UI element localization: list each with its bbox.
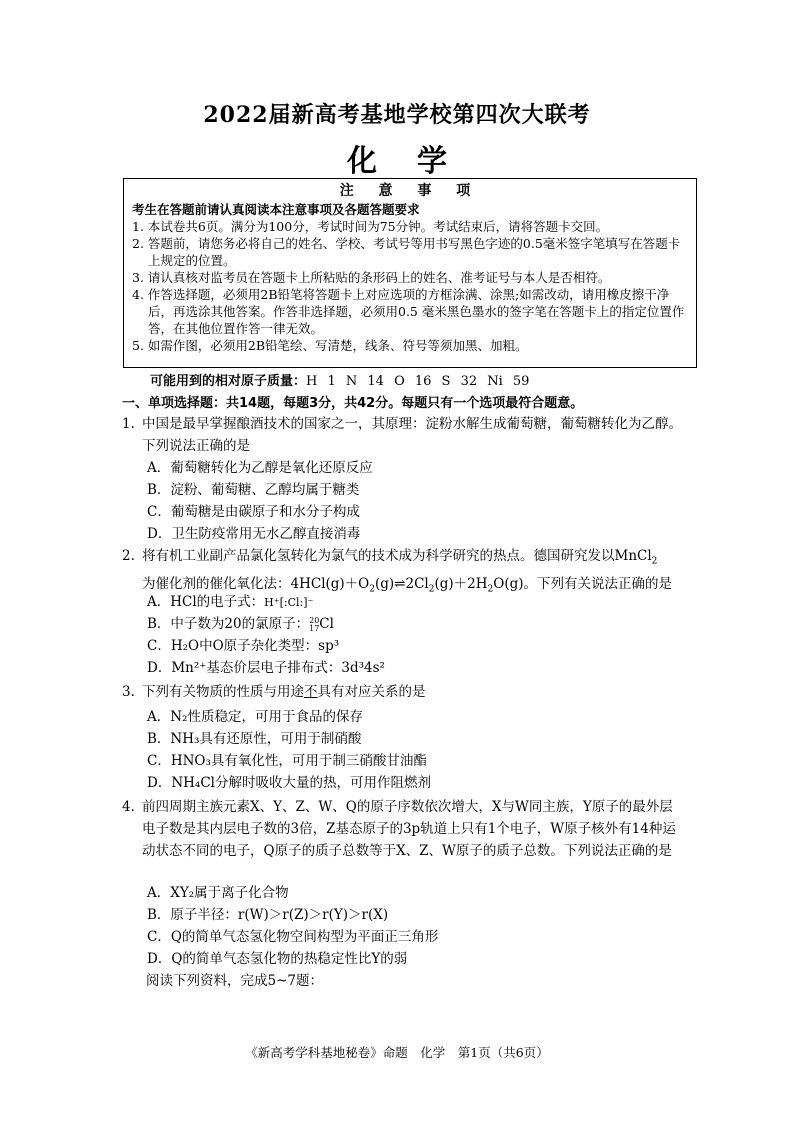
reading-instruction: 阅读下列资料，完成5~7题：: [146, 973, 323, 989]
exam-title: 2022届新高考基地学校第四次大联考: [203, 102, 591, 128]
question-1: [122, 413, 682, 457]
option-a: A．葡萄糖转化为乙醇是氧化还原反应: [147, 460, 373, 476]
question-3: [122, 681, 682, 703]
notice-item: 3. 请认真核对监考员在答题卡上所粘贴的条形码上的姓名、准考证号与本人是否相符。: [132, 270, 611, 285]
option-a: A．XY₂属于离子化合物: [147, 885, 289, 901]
question-number: 3.: [122, 684, 135, 700]
option-c: C．葡萄糖是由碳原子和水分子构成: [147, 504, 360, 520]
option-d: D．NH₄Cl分解时吸收大量的热，可用作阻燃剂: [147, 775, 431, 791]
option-b: B．淀粉、葡萄糖、乙醇均属于糖类: [147, 482, 360, 498]
notice-heading: 注 意 事 项: [339, 183, 481, 199]
notice-item: 5. 如需作图，必须用2B铅笔绘、写清楚，线条、符号等须加黑、加粗。: [132, 338, 528, 353]
question-stem: 下列有关物质的性质与用途不具有对应关系的是: [142, 684, 426, 700]
notice-box: [123, 178, 697, 368]
option-c: C．HNO₃具有氧化性，可用于制三硝酸甘油酯: [147, 753, 427, 769]
question-number: 4.: [122, 799, 135, 815]
question-stem: 中国是最早掌握酿酒技术的国家之一，其原理：淀粉水解生成葡萄糖，葡萄糖转化为乙醇。下列说法正确的是: [142, 416, 682, 454]
section-heading: 一、单项选择题：共14题，每题3分，共42分。每题只有一个选项最符合题意。: [122, 396, 584, 411]
question-stem: 将有机工业副产品氯化氢转化为氯气的技术成为科学研究的热点。德国研究发以MnCl$_2$ 为催化剂的催化氧化法：$4HCl(g)+O_2(g)\rightleftharpoons 2Cl_2(g)+2H_2O(g)$。下列有关说法正确的是: [142, 548, 672, 595]
option-d: D．Mn²⁺基态价层电子排布式：3d³4s²: [147, 660, 385, 676]
notice-lead: 考生在答题前请认真阅读本注意事项及各题答题要求: [132, 202, 420, 217]
question-stem: 前四周期主族元素X、Y、Z、W、Q的原子序数依次增大，X与W同主族，Y原子的最外层电子数是其内层电子数的3倍，Z基态原子的3p轨道上只有1个电子，W原子核外有14种运动状态不同的电子，Q原子的质子总数等于X、Z、W原子的质子总数。下列说法正确的是: [142, 799, 676, 859]
atomic-masses-label: 可能用到的相对原子质量：: [150, 374, 307, 389]
atomic-masses: [150, 370, 529, 389]
option-b: B．NH₃具有还原性，可用于制硝酸: [147, 731, 362, 747]
option-a: A．HCl的电子式：H⁺[:Cl:]⁻: [147, 594, 314, 610]
question-4: [122, 796, 682, 862]
atomic-masses-values: H 1 N 14 O 16 S 32 Ni 59: [306, 374, 530, 389]
option-c: C．H₂O中O原子杂化类型：sp³: [147, 638, 340, 654]
option-d: D．卫生防疫常用无水乙醇直接消毒: [147, 526, 361, 542]
question-number: 2.: [122, 548, 135, 564]
option-c: C．Q的简单气态氢化物空间构型为平面正三角形: [147, 929, 439, 945]
option-d: D．Q的简单气态氢化物的热稳定性比Y的弱: [147, 951, 408, 967]
question-number: 1.: [122, 416, 135, 432]
electron-formula: H⁺[:Cl:]⁻: [264, 596, 314, 609]
subject-title: 化学: [347, 144, 487, 179]
notice-item: 4. 作答选择题，必须用2B铅笔将答题卡上对应选项的方框涂满、涂黑;如需改动，请用橡皮擦干净后，再选涂其他答案。作答非选择题，必须用0.5 毫米黑色墨水的签字笔在答题卡上的指定位置作答，在其他位置作答一律无效。: [132, 287, 685, 336]
notice-item: 2. 答题前，请您务必将自己的姓名、学校、考试号等用书写黑色字迹的0.5毫米签字笔填写在答题卡上规定的位置。: [132, 236, 681, 268]
page-footer: 《新高考学科基地秘卷》命题 化学 第1页（共6页）: [245, 1045, 549, 1060]
notice-item: 1. 本试卷共6页。满分为100分，考试时间为75分钟。考试结束后，请将答题卡交回。: [132, 219, 609, 234]
option-b: B．中子数为20的氯原子：20 17Cl: [147, 615, 334, 633]
option-b: B．原子半径：r(W)＞r(Z)＞r(Y)＞r(X): [147, 907, 389, 923]
option-a: A．N₂性质稳定，可用于食品的保存: [147, 709, 363, 725]
